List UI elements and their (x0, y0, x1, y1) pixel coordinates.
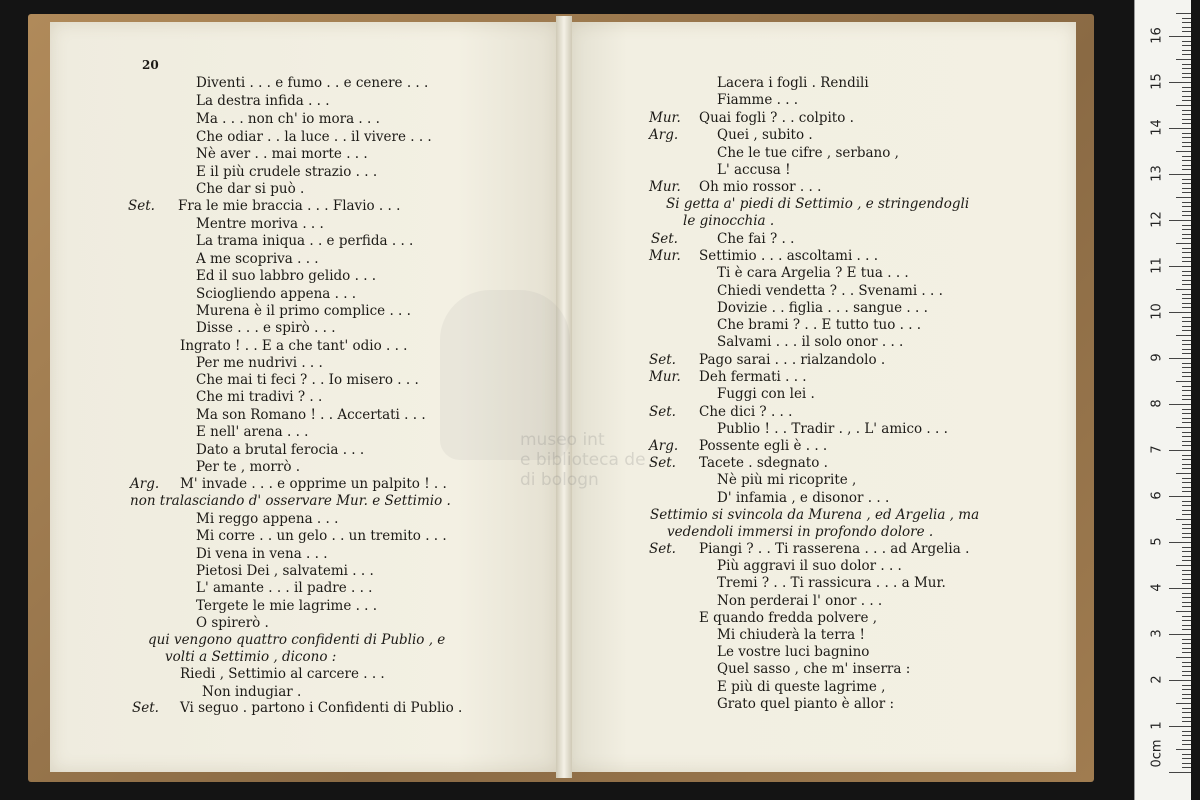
ruler-tick (1169, 358, 1191, 359)
ruler-number: 9 (1149, 353, 1165, 362)
ruler-tick (1182, 386, 1191, 387)
ruler-tick (1169, 726, 1191, 727)
ruler-tick (1182, 307, 1191, 308)
speaker-label: Set. (649, 352, 676, 368)
verse-line: Che mai ti feci ? . . Io misero . . . (196, 372, 419, 388)
ruler-tick (1182, 294, 1191, 295)
ruler-tick (1182, 731, 1191, 732)
ruler-tick (1182, 211, 1191, 212)
verse-line: O spirerò . (196, 615, 269, 631)
ruler-tick (1182, 137, 1191, 138)
ruler-tick (1169, 82, 1191, 83)
ruler-tick (1182, 326, 1191, 327)
verse-line: Fuggi con lei . (717, 386, 815, 402)
verse-line: Publio ! . . Tradir . , . L' amico . . . (717, 421, 948, 437)
speaker-label: Mur. (649, 110, 681, 126)
ruler-tick (1182, 353, 1191, 354)
ruler-tick (1182, 68, 1191, 69)
ruler-tick (1182, 648, 1191, 649)
verse-line: M' invade . . . e opprime un palpito ! . . (180, 476, 447, 492)
verse-line: Più aggravi il suo dolor . . . (717, 558, 902, 574)
verse-line: Sciogliendo appena . . . (196, 286, 357, 302)
stage-direction: Si getta a' piedi di Settimio , e stringendogli (666, 196, 970, 212)
ruler-tick (1169, 772, 1191, 773)
verse-line: Settimio . . . ascoltami . . . (699, 248, 879, 264)
verse-line: La destra infida . . . (196, 93, 330, 109)
ruler-tick (1169, 634, 1191, 635)
ruler-tick (1182, 528, 1191, 529)
speaker-label: Arg. (649, 127, 679, 143)
ruler-tick (1182, 464, 1191, 465)
verse-line: D' infamia , e disonor . . . (717, 490, 890, 506)
ruler-tick (1176, 197, 1191, 198)
verse-line: E più di queste lagrime , (717, 679, 886, 695)
verse-line: Fra le mie braccia . . . Flavio . . . (178, 198, 401, 214)
verse-line: Le vostre luci bagnino (717, 644, 870, 660)
ruler-number: 1 (1149, 721, 1165, 730)
ruler-tick (1182, 629, 1191, 630)
ruler-tick (1182, 284, 1191, 285)
verse-line: A me scopriva . . . (196, 251, 319, 267)
ruler-tick (1169, 542, 1191, 543)
ruler-tick (1182, 510, 1191, 511)
verse-line: Dovizie . . figlia . . . sangue . . . (717, 300, 928, 316)
verse-line: Ti è cara Argelia ? E tua . . . (717, 265, 909, 281)
speaker-label: Set. (649, 541, 676, 557)
ruler-tick (1176, 151, 1191, 152)
speaker-label: Set. (651, 231, 678, 247)
stage-direction: non tralasciando d' osservare Mur. e Settimio . (130, 493, 451, 509)
ruler-tick (1182, 317, 1191, 318)
ruler-tick (1176, 381, 1191, 382)
verse-line: E quando fredda polvere , (699, 610, 878, 626)
ruler-tick (1176, 105, 1191, 106)
ruler-number: 2 (1149, 675, 1165, 684)
ruler-tick (1182, 96, 1191, 97)
speaker-label: Mur. (649, 248, 681, 264)
verse-line: E il più crudele strazio . . . (196, 164, 378, 180)
ruler-tick (1182, 248, 1191, 249)
ruler-tick (1182, 321, 1191, 322)
ruler-tick (1182, 514, 1191, 515)
ruler-tick (1182, 156, 1191, 157)
ruler-tick (1182, 560, 1191, 561)
ruler-tick (1169, 128, 1191, 129)
verse-line: Diventi . . . e fumo . . e cenere . . . (196, 75, 429, 91)
ruler-tick (1182, 409, 1191, 410)
verse-line: Quel sasso , che m' inserra : (717, 661, 911, 677)
speaker-label: Mur. (649, 369, 681, 385)
ruler-tick (1182, 340, 1191, 341)
verse-line: L' amante . . . il padre . . . (196, 580, 373, 596)
ruler-tick (1182, 763, 1191, 764)
ruler-tick (1182, 744, 1191, 745)
stage-direction: volti a Settimio , dicono : (165, 649, 337, 665)
ruler-tick (1169, 680, 1191, 681)
ruler-tick (1182, 583, 1191, 584)
ruler-tick (1182, 271, 1191, 272)
ruler-tick (1182, 169, 1191, 170)
ruler-tick (1182, 643, 1191, 644)
ruler-number: 6 (1149, 491, 1165, 500)
ruler-number: 8 (1149, 399, 1165, 408)
ruler-tick (1182, 303, 1191, 304)
verse-line: Murena è il primo complice . . . (196, 303, 411, 319)
ruler-tick (1182, 432, 1191, 433)
ruler-tick (1182, 142, 1191, 143)
ruler-tick (1182, 708, 1191, 709)
ruler-tick (1182, 114, 1191, 115)
ruler-tick (1182, 146, 1191, 147)
ruler-tick (1169, 312, 1191, 313)
watermark-line: e biblioteca de (520, 450, 646, 470)
ruler-tick (1182, 119, 1191, 120)
ruler-tick (1182, 606, 1191, 607)
ruler-tick (1182, 717, 1191, 718)
verse-line: Possente egli è . . . (699, 438, 828, 454)
ruler-tick (1182, 413, 1191, 414)
ruler-tick (1182, 192, 1191, 193)
ruler-tick (1182, 482, 1191, 483)
verse-line: Deh fermati . . . (699, 369, 807, 385)
stage-direction: qui vengono quattro confidenti di Publio , e (148, 632, 446, 648)
ruler-tick (1182, 478, 1191, 479)
ruler-tick (1182, 754, 1191, 755)
ruler-tick (1176, 13, 1191, 14)
verse-line: Di vena in vena . . . (196, 546, 328, 562)
ruler-tick (1182, 712, 1191, 713)
stage-direction: Settimio si svincola da Murena , ed Argelia , ma (650, 507, 980, 523)
ruler-number: 3 (1149, 629, 1165, 638)
verse-line: Piangi ? . . Ti rasserena . . . ad Argelia . (699, 541, 970, 557)
verse-line: Che odiar . . la luce . . il vivere . . . (196, 129, 432, 145)
ruler-tick (1182, 206, 1191, 207)
verse-line: Non indugiar . (202, 684, 302, 700)
ruler-tick (1182, 740, 1191, 741)
ruler-tick (1182, 418, 1191, 419)
verse-line: Vi seguo . partono i Confidenti di Publio . (180, 700, 463, 716)
ruler-tick (1176, 565, 1191, 566)
ruler-tick (1182, 344, 1191, 345)
verse-line: Chiedi vendetta ? . . Svenami . . . (717, 283, 943, 299)
stage-direction: vedendoli immersi in profondo dolore . (667, 524, 934, 540)
verse-line: Salvami . . . il solo onor . . . (717, 334, 904, 350)
ruler-tick (1182, 436, 1191, 437)
verse-line: Ma . . . non ch' io mora . . . (196, 111, 380, 127)
ruler-tick (1182, 165, 1191, 166)
verse-line: Fiamme . . . (717, 92, 799, 108)
ruler-tick (1182, 229, 1191, 230)
ruler-tick (1182, 179, 1191, 180)
verse-line: Lacera i fogli . Rendili (717, 75, 869, 91)
watermark-line: museo int (520, 430, 605, 450)
ruler-tick (1182, 31, 1191, 32)
ruler-tick (1182, 298, 1191, 299)
ruler-tick (1182, 671, 1191, 672)
speaker-label: Arg. (130, 476, 160, 492)
ruler-tick (1182, 100, 1191, 101)
verse-line: Tremi ? . . Ti rassicura . . . a Mur. (717, 575, 946, 591)
verse-line: Grato quel pianto è allor : (717, 696, 894, 712)
ruler-tick (1182, 597, 1191, 598)
ruler-tick (1182, 524, 1191, 525)
ruler-tick (1182, 376, 1191, 377)
watermark-line: di bologn (520, 470, 599, 490)
ruler-number: 13 (1149, 165, 1165, 182)
ruler-tick (1182, 675, 1191, 676)
ruler-tick (1182, 275, 1191, 276)
verse-line: Nè più mi ricoprite , (717, 472, 857, 488)
ruler-tick (1182, 551, 1191, 552)
ruler-tick (1169, 496, 1191, 497)
ruler-number: 5 (1149, 537, 1165, 546)
ruler-tick (1182, 261, 1191, 262)
verse-line: L' accusa ! (717, 162, 791, 178)
ruler-tick (1182, 721, 1191, 722)
ruler-tick (1182, 666, 1191, 667)
ruler-tick (1182, 625, 1191, 626)
ruler-tick (1169, 588, 1191, 589)
ruler-tick (1182, 620, 1191, 621)
ruler-number: 11 (1149, 257, 1165, 274)
verse-line: Riedi , Settimio al carcere . . . (180, 666, 385, 682)
page-number: 20 (142, 58, 159, 72)
ruler-tick (1182, 570, 1191, 571)
ruler-tick (1176, 473, 1191, 474)
ruler-tick (1182, 694, 1191, 695)
verse-line: Mi reggo appena . . . (196, 511, 339, 527)
ruler-tick (1169, 266, 1191, 267)
ruler-tick (1182, 593, 1191, 594)
verse-line: Nè aver . . mai morte . . . (196, 146, 368, 162)
ruler-tick (1182, 735, 1191, 736)
ruler-tick (1182, 238, 1191, 239)
ruler-number: 0cm (1149, 739, 1165, 768)
ruler-tick (1182, 64, 1191, 65)
ruler-tick (1182, 698, 1191, 699)
ruler-tick (1182, 349, 1191, 350)
ruler-tick (1176, 427, 1191, 428)
ruler-tick (1182, 27, 1191, 28)
verse-line: Oh mio rossor . . . (699, 179, 822, 195)
ruler-tick (1176, 519, 1191, 520)
ruler-tick (1182, 234, 1191, 235)
speaker-label: Set. (649, 404, 676, 420)
ruler-tick (1182, 487, 1191, 488)
verse-line: Mentre moriva . . . (196, 216, 324, 232)
ruler-tick (1182, 133, 1191, 134)
ruler-tick (1182, 225, 1191, 226)
speaker-label: Set. (132, 700, 159, 716)
ruler-tick (1182, 202, 1191, 203)
measurement-ruler (1134, 0, 1191, 800)
verse-line: Tacete . sdegnato . (699, 455, 828, 471)
ruler-tick (1176, 657, 1191, 658)
verse-line: Ed il suo labbro gelido . . . (196, 268, 377, 284)
verse-line: Mi chiuderà la terra ! (717, 627, 865, 643)
verse-line: Disse . . . e spirò . . . (196, 320, 336, 336)
ruler-tick (1182, 77, 1191, 78)
ruler-tick (1182, 455, 1191, 456)
verse-line: Mi corre . . un gelo . . un tremito . . . (196, 528, 447, 544)
ruler-tick (1182, 652, 1191, 653)
verse-line: Che brami ? . . E tutto tuo . . . (717, 317, 922, 333)
ruler-number: 14 (1149, 119, 1165, 136)
speaker-label: Mur. (649, 179, 681, 195)
ruler-tick (1182, 501, 1191, 502)
ruler-tick (1182, 441, 1191, 442)
ruler-tick (1182, 579, 1191, 580)
ruler-number: 16 (1149, 27, 1165, 44)
verse-line: Che mi tradivi ? . . (196, 389, 323, 405)
verse-line: Che le tue cifre , serbano , (717, 145, 899, 161)
stage-direction: le ginocchia . (683, 213, 775, 229)
ruler-tick (1182, 252, 1191, 253)
ruler-number: 12 (1149, 211, 1165, 228)
ruler-number: 15 (1149, 73, 1165, 90)
ruler-tick (1182, 188, 1191, 189)
verse-line: Ma son Romano ! . . Accertati . . . (196, 407, 426, 423)
ruler-tick (1169, 174, 1191, 175)
ruler-tick (1182, 390, 1191, 391)
ruler-tick (1182, 505, 1191, 506)
ruler-tick (1182, 422, 1191, 423)
speaker-label: Arg. (649, 438, 679, 454)
ruler-tick (1176, 611, 1191, 612)
ruler-tick (1182, 215, 1191, 216)
verse-line: Che dici ? . . . (699, 404, 793, 420)
ruler-tick (1182, 18, 1191, 19)
ruler-tick (1176, 59, 1191, 60)
verse-line: E nell' arena . . . (196, 424, 309, 440)
ruler-tick (1182, 395, 1191, 396)
verse-line: Quei , subito . (717, 127, 813, 143)
speaker-label: Set. (128, 198, 155, 214)
ruler-tick (1182, 533, 1191, 534)
verse-line: Quai fogli ? . . colpito . (699, 110, 854, 126)
ruler-tick (1182, 257, 1191, 258)
ruler-tick (1182, 639, 1191, 640)
ruler-tick (1182, 689, 1191, 690)
ruler-tick (1182, 367, 1191, 368)
ruler-tick (1182, 767, 1191, 768)
ruler-tick (1182, 445, 1191, 446)
ruler-tick (1182, 363, 1191, 364)
ruler-number: 7 (1149, 445, 1165, 454)
ruler-tick (1169, 36, 1191, 37)
verse-line: Dato a brutal ferocia . . . (196, 442, 365, 458)
ruler-tick (1182, 758, 1191, 759)
ruler-tick (1182, 73, 1191, 74)
ruler-tick (1182, 685, 1191, 686)
ruler-tick (1176, 243, 1191, 244)
ruler-tick (1182, 87, 1191, 88)
ruler-tick (1182, 574, 1191, 575)
ruler-tick (1182, 556, 1191, 557)
ruler-tick (1182, 110, 1191, 111)
ruler-tick (1182, 183, 1191, 184)
ruler-tick (1169, 450, 1191, 451)
verse-line: Pago sarai . . . rialzandolo . (699, 352, 886, 368)
ruler-tick (1176, 749, 1191, 750)
ruler-tick (1182, 616, 1191, 617)
ruler-tick (1182, 491, 1191, 492)
ruler-tick (1176, 335, 1191, 336)
ruler-tick (1182, 54, 1191, 55)
ruler-tick (1182, 537, 1191, 538)
ruler-tick (1182, 50, 1191, 51)
ruler-tick (1182, 45, 1191, 46)
verse-line: Ingrato ! . . E a che tant' odio . . . (180, 338, 408, 354)
ruler-tick (1182, 160, 1191, 161)
ruler-tick (1176, 703, 1191, 704)
ruler-tick (1182, 662, 1191, 663)
ruler-tick (1182, 547, 1191, 548)
ruler-tick (1169, 404, 1191, 405)
verse-line: Per me nudrivi . . . (196, 355, 323, 371)
ruler-number: 10 (1149, 303, 1165, 320)
ruler-tick (1182, 123, 1191, 124)
ruler-tick (1182, 459, 1191, 460)
ruler-tick (1182, 22, 1191, 23)
ruler-tick (1169, 220, 1191, 221)
ruler-tick (1182, 372, 1191, 373)
verse-line: Non perderai l' onor . . . (717, 593, 883, 609)
verse-line: Pietosi Dei , salvatemi . . . (196, 563, 374, 579)
ruler-tick (1182, 468, 1191, 469)
verse-line: Che fai ? . . (717, 231, 795, 247)
ruler-tick (1176, 289, 1191, 290)
verse-line: Che dar si può . (196, 181, 305, 197)
ruler-tick (1182, 602, 1191, 603)
speaker-label: Set. (649, 455, 676, 471)
verse-line: La trama iniqua . . e perfida . . . (196, 233, 414, 249)
ruler-tick (1182, 41, 1191, 42)
ruler-tick (1182, 330, 1191, 331)
ruler-tick (1182, 399, 1191, 400)
verse-line: Tergete le mie lagrime . . . (196, 598, 378, 614)
verse-line: Per te , morrò . (196, 459, 301, 475)
ruler-number: 4 (1149, 583, 1165, 592)
ruler-tick (1182, 280, 1191, 281)
ruler-tick (1182, 91, 1191, 92)
